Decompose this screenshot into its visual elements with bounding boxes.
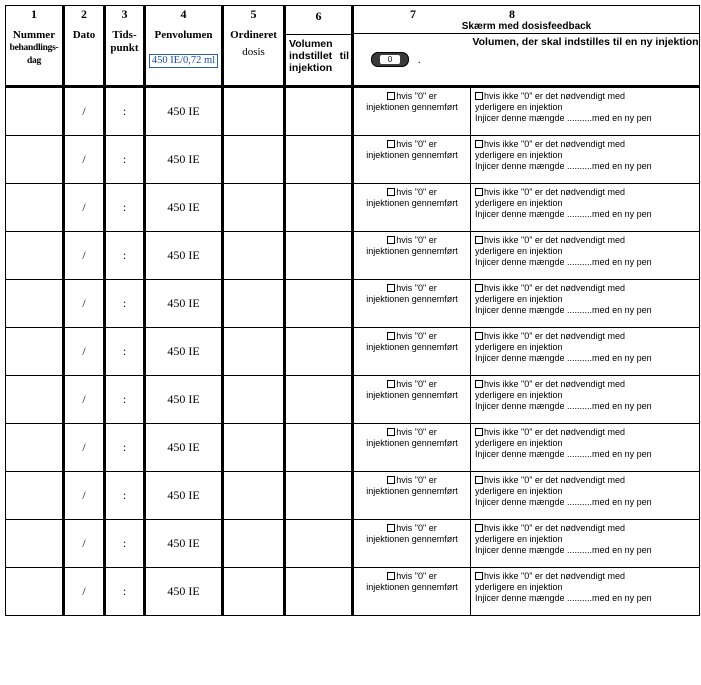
table-row <box>6 424 700 472</box>
cell-set-volume[interactable] <box>285 328 353 376</box>
col7-number: 7 <box>410 7 416 21</box>
checkbox-complete[interactable] <box>387 524 395 532</box>
col5-number: 5 <box>250 7 257 21</box>
col1-label: Nummer behandlings-dag <box>9 29 59 66</box>
cell-prescribed-dose[interactable] <box>223 280 285 328</box>
cell-injection-complete: hvis "0" er injektionen gennemført <box>353 184 471 232</box>
col6-number: 6 <box>286 8 351 35</box>
checkbox-new-injection[interactable] <box>475 476 483 484</box>
cell-date[interactable]: / <box>64 568 105 616</box>
checkbox-complete[interactable] <box>387 92 395 100</box>
header-col4 <box>145 6 223 87</box>
cell-time[interactable]: : <box>105 87 145 136</box>
cell-time[interactable]: : <box>105 568 145 616</box>
cell-treatment-day[interactable] <box>6 87 64 136</box>
header-col78 <box>353 6 700 87</box>
cell-injection-complete: hvis "0" er injektionen gennemført <box>353 280 471 328</box>
cell-set-volume[interactable] <box>285 87 353 136</box>
cell-treatment-day[interactable] <box>6 280 64 328</box>
cell-time[interactable]: : <box>105 472 145 520</box>
checkbox-complete[interactable] <box>387 236 395 244</box>
table-row <box>6 280 700 328</box>
cell-pen-volume: 450 IE <box>145 568 223 616</box>
cell-treatment-day[interactable] <box>6 376 64 424</box>
cell-prescribed-dose[interactable] <box>223 184 285 232</box>
cell-date[interactable]: / <box>64 87 105 136</box>
cell-new-injection: hvis ikke "0" er det nødvendigt med yderligere en injektion Injicer denne mængde ..........med en ny pen <box>471 87 700 136</box>
table-row <box>6 184 700 232</box>
cell-date[interactable]: / <box>64 424 105 472</box>
cell-new-injection: hvis ikke "0" er det nødvendigt med yderligere en injektion Injicer denne mængde ..........med en ny pen <box>471 520 700 568</box>
cell-new-injection: hvis ikke "0" er det nødvendigt med yderligere en injektion Injicer denne mængde ..........med en ny pen <box>471 424 700 472</box>
col2-number: 2 <box>81 7 87 21</box>
cell-pen-volume: 450 IE <box>145 232 223 280</box>
checkbox-new-injection[interactable] <box>475 92 483 100</box>
table-row <box>6 232 700 280</box>
checkbox-complete[interactable] <box>387 140 395 148</box>
checkbox-new-injection[interactable] <box>475 572 483 580</box>
cell-prescribed-dose[interactable] <box>223 232 285 280</box>
col4-number: 4 <box>180 7 187 21</box>
checkbox-new-injection[interactable] <box>475 140 483 148</box>
table-row <box>6 472 700 520</box>
checkbox-complete[interactable] <box>387 284 395 292</box>
cell-treatment-day[interactable] <box>6 232 64 280</box>
cell-new-injection: hvis ikke "0" er det nødvendigt med yderligere en injektion Injicer denne mængde ..........med en ny pen <box>471 328 700 376</box>
cell-date[interactable]: / <box>64 280 105 328</box>
header-col3 <box>105 6 145 87</box>
cell-new-injection: hvis ikke "0" er det nødvendigt med yderligere en injektion Injicer denne mængde ..........med en ny pen <box>471 184 700 232</box>
cell-time[interactable]: : <box>105 376 145 424</box>
cell-injection-complete: hvis "0" er injektionen gennemført <box>353 520 471 568</box>
cell-time[interactable]: : <box>105 328 145 376</box>
table-row <box>6 136 700 184</box>
col4-label: Penvolumen <box>154 29 213 41</box>
cell-date[interactable]: / <box>64 136 105 184</box>
cell-pen-volume: 450 IE <box>145 184 223 232</box>
header-col5 <box>223 6 285 87</box>
col8-number: 8 <box>509 7 515 21</box>
cell-injection-complete: hvis "0" er injektionen gennemført <box>353 87 471 136</box>
header-col1 <box>6 6 64 87</box>
header-col2 <box>64 6 105 87</box>
checkbox-new-injection[interactable] <box>475 524 483 532</box>
header-col6 <box>285 6 353 87</box>
checkbox-complete[interactable] <box>387 476 395 484</box>
cell-treatment-day[interactable] <box>6 520 64 568</box>
cell-time[interactable]: : <box>105 424 145 472</box>
cell-treatment-day[interactable] <box>6 136 64 184</box>
table-row <box>6 328 700 376</box>
cell-date[interactable]: / <box>64 328 105 376</box>
cell-prescribed-dose[interactable] <box>223 376 285 424</box>
col6-label: Volumen indstillet til injektion <box>289 38 349 74</box>
dose-feedback-screen-label: Skærm med dosisfeedback <box>461 21 592 32</box>
cell-new-injection: hvis ikke "0" er det nødvendigt med yderligere en injektion Injicer denne mængde ..........med en ny pen <box>471 376 700 424</box>
cell-pen-volume: 450 IE <box>145 520 223 568</box>
cell-treatment-day[interactable] <box>6 472 64 520</box>
table-row <box>6 520 700 568</box>
cell-new-injection: hvis ikke "0" er det nødvendigt med yderligere en injektion Injicer denne mængde ..........med en ny pen <box>471 472 700 520</box>
table-row <box>6 568 700 616</box>
dose-display-icon: 0 <box>371 52 409 67</box>
table-row <box>6 376 700 424</box>
checkbox-complete[interactable] <box>387 188 395 196</box>
col5-label-dosis: dosis <box>242 46 265 58</box>
cell-pen-volume: 450 IE <box>145 136 223 184</box>
cell-injection-complete: hvis "0" er injektionen gennemført <box>353 376 471 424</box>
cell-set-volume[interactable] <box>285 568 353 616</box>
col78-top <box>354 6 699 34</box>
col2-label: Dato <box>72 29 96 41</box>
checkbox-new-injection[interactable] <box>475 236 483 244</box>
cell-new-injection: hvis ikke "0" er det nødvendigt med yderligere en injektion Injicer denne mængde ..........med en ny pen <box>471 280 700 328</box>
checkbox-complete[interactable] <box>387 428 395 436</box>
cell-injection-complete: hvis "0" er injektionen gennemført <box>353 136 471 184</box>
dosing-log-table <box>5 5 700 616</box>
cell-set-volume[interactable] <box>285 376 353 424</box>
checkbox-new-injection[interactable] <box>475 188 483 196</box>
cell-date[interactable]: / <box>64 376 105 424</box>
cell-pen-volume: 450 IE <box>145 376 223 424</box>
cell-injection-complete: hvis "0" er injektionen gennemført <box>353 232 471 280</box>
cell-injection-complete: hvis "0" er injektionen gennemført <box>353 472 471 520</box>
cell-pen-volume: 450 IE <box>145 424 223 472</box>
checkbox-complete[interactable] <box>387 380 395 388</box>
cell-new-injection: hvis ikke "0" er det nødvendigt med yderligere en injektion Injicer denne mængde ..........med en ny pen <box>471 232 700 280</box>
cell-set-volume[interactable] <box>285 424 353 472</box>
col1-number: 1 <box>31 7 37 21</box>
cell-date[interactable]: / <box>64 472 105 520</box>
cell-time[interactable]: : <box>105 520 145 568</box>
cell-set-volume[interactable] <box>285 520 353 568</box>
cell-set-volume[interactable] <box>285 280 353 328</box>
cell-prescribed-dose[interactable] <box>223 520 285 568</box>
cell-set-volume[interactable] <box>285 232 353 280</box>
col3-label: Tids- punkt <box>110 29 139 54</box>
cell-time[interactable]: : <box>105 232 145 280</box>
cell-prescribed-dose[interactable] <box>223 424 285 472</box>
cell-treatment-day[interactable] <box>6 184 64 232</box>
cell-injection-complete: hvis "0" er injektionen gennemført <box>353 328 471 376</box>
cell-set-volume[interactable] <box>285 136 353 184</box>
checkbox-new-injection[interactable] <box>475 428 483 436</box>
cell-injection-complete: hvis "0" er injektionen gennemført <box>353 424 471 472</box>
checkbox-complete[interactable] <box>387 572 395 580</box>
cell-injection-complete: hvis "0" er injektionen gennemført <box>353 568 471 616</box>
table-row <box>6 87 700 136</box>
cell-prescribed-dose[interactable] <box>223 568 285 616</box>
cell-set-volume[interactable] <box>285 184 353 232</box>
checkbox-new-injection[interactable] <box>475 284 483 292</box>
checkbox-new-injection[interactable] <box>475 332 483 340</box>
cell-prescribed-dose[interactable] <box>223 87 285 136</box>
cell-treatment-day[interactable] <box>6 568 64 616</box>
col5-label: Ordineret <box>230 29 277 41</box>
cell-prescribed-dose[interactable] <box>223 136 285 184</box>
cell-pen-volume: 450 IE <box>145 87 223 136</box>
cell-new-injection: hvis ikke "0" er det nødvendigt med yderligere en injektion Injicer denne mængde ..........med en ny pen <box>471 136 700 184</box>
cell-prescribed-dose[interactable] <box>223 328 285 376</box>
cell-time[interactable]: : <box>105 136 145 184</box>
cell-pen-volume: 450 IE <box>145 280 223 328</box>
cell-set-volume[interactable] <box>285 472 353 520</box>
cell-time[interactable]: : <box>105 184 145 232</box>
cell-date[interactable]: / <box>64 520 105 568</box>
cell-new-injection: hvis ikke "0" er det nødvendigt med yderligere en injektion Injicer denne mængde ..........med en ny pen <box>471 568 700 616</box>
checkbox-complete[interactable] <box>387 332 395 340</box>
cell-prescribed-dose[interactable] <box>223 472 285 520</box>
header-row <box>6 6 700 87</box>
cell-date[interactable]: / <box>64 184 105 232</box>
col7-header: 0 . <box>354 34 472 85</box>
cell-time[interactable]: : <box>105 280 145 328</box>
pen-volume-value: 450 IE/0,72 ml <box>149 54 218 68</box>
cell-date[interactable]: / <box>64 232 105 280</box>
cell-pen-volume: 450 IE <box>145 328 223 376</box>
cell-pen-volume: 450 IE <box>145 472 223 520</box>
cell-treatment-day[interactable] <box>6 328 64 376</box>
col3-number: 3 <box>121 7 128 21</box>
checkbox-new-injection[interactable] <box>475 380 483 388</box>
col8-label: Volumen, der skal indstilles til en ny injektion <box>472 36 699 48</box>
cell-treatment-day[interactable] <box>6 424 64 472</box>
